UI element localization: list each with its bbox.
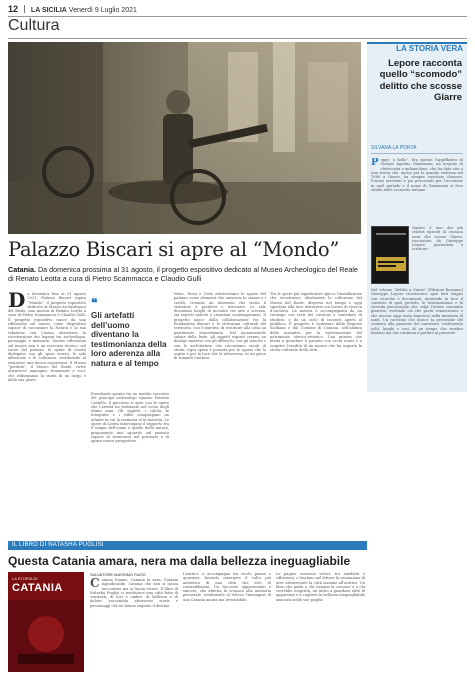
sidebar-author: SILVANA LA PORTA bbox=[371, 145, 417, 151]
section-rule bbox=[8, 38, 467, 39]
sidebar-kicker: LA STORIA VERA bbox=[396, 44, 463, 53]
article-column-1 bbox=[8, 292, 86, 538]
sidebar-rule bbox=[371, 153, 463, 154]
page-header bbox=[8, 4, 467, 16]
book-section-bar: IL LIBRO DI NATASHA PUGLISI bbox=[8, 541, 367, 550]
article-dropcap: D bbox=[8, 292, 26, 312]
book-column-2: L’autrice ci accompagna tra vicoli, piazze e quartieri, facendo emergere il volto più autentico di una città che vive di contraddizioni. Un racconto appassionato e sincero, che alterna la cronaca alla memoria personale, restituendo al lettore l’immagine di una Catania amara ma irresistibile. bbox=[183, 572, 271, 602]
sidebar-body-3: Nel volume "Delitto a Giarre" (Edizioni Bonanno) Giuseppe Lepore ricostruisce quei fatti tragici con ricerche e documenti, mettendo in luce il contesto di quel periodo, le testimonianze e la vicenda processuale che colpì l’intera comunità giarrese, svelando ciò che pochi conoscevano e che ancora oggi resta impresso nella memoria di tanti. Un racconto che unisce la precisione del cronista alla passione del narratore, restituendo volti, luoghi e voci di un tempo che sembra lontano ma che continua a parlare al presente. bbox=[371, 288, 463, 335]
sidebar-text-1: eppo ‘o bello”. Era questo l’appellativo di Giorgio Agatino Giammona, un negozio di elettricista e imbianchino, che ha dato vita a una storia che, anche per la grande violenza nel 1980 a Giarre, ha sempre suscitato clamore. Furono arrestati e poi processati per l’uccisione in quel periodo e il nome di Giammona si fece strada nelle cronache italiane. bbox=[371, 158, 463, 193]
book-column-3: Le pagine scorrono veloci, tra aneddoti e riflessioni, e lasciano nel lettore la sensazione di aver attraversato la città insieme all’autrice. Un libro che parla a chi Catania la conosce e a chi vorrebbe scoprirla, un invito a guardare oltre le apparenze e a cogliere la bellezza ineguagliabile nascosta nelle sue pieghe. bbox=[276, 572, 365, 602]
page-number: 12 bbox=[8, 4, 19, 14]
lead-text: Da domenica prossima al 31 agosto, il progetto espositivo dedicato al Museo Archeologico del Reale di Renato Leotta a cura di Pietro Scammacca e Claudio Gulli bbox=[8, 265, 358, 283]
article-column-3: Mare, Terra e Cielo attraversano lo spazio del palazzo come elementi che uniscono le stanze e i cortili, creando un itinerario che invita il visitatore a perdersi e ritrovarsi. Le sale diventano luoghi di incontro tra arte e scienza, tra reperti antichi e creazioni contemporanee. Il progetto nasce dalla collaborazione tra la Fondazione Biscari e le istituzioni culturali del territorio, con l’obiettivo di restituire alla città un patrimonio straordinario. Nel monumentale salone delle feste, gli oggetti esposti creano un dialogo inatteso con gli affreschi, con gli stucchi e con le architetture che raccontano secoli di storia. Ogni opera è pensata per lo spazio che la ospita e per la luce che la attraversa, in un gioco di rimandi continui. bbox=[174, 292, 266, 361]
sidebar-body-1 bbox=[371, 158, 463, 224]
article-lead bbox=[8, 266, 363, 283]
article-headline: Palazzo Biscari si apre al “Mondo” bbox=[8, 238, 339, 261]
section-title: Cultura bbox=[8, 17, 60, 34]
pull-quote bbox=[91, 292, 169, 392]
book-cover-kicker: LA STORIA DI bbox=[12, 576, 38, 581]
book-headline: Questa Catania amara, nera ma dalla bellezza ineguagliabile bbox=[8, 554, 351, 568]
sidebar-dropcap: P bbox=[371, 158, 379, 168]
article-photo bbox=[8, 42, 361, 234]
header-divider bbox=[24, 5, 25, 13]
book-cover-illustration bbox=[372, 227, 409, 284]
quote-icon: ❝ bbox=[91, 296, 98, 310]
article-col1-text: a domenica fino al 31 agosto 2021, Palazzo Biscari ospita “Mondo”, il progetto espositivo dedicato al Museo Archeologico del Reale, una mostra di Renato Leotta a cura di Pietro Scammacca e Claudio Gulli. Il progetto espositivo nasce da una riflessione sul museo come dispositivo capace di raccontare la Natura e la sua relazione con l’uomo attraverso la ricostruzione dei legami tra archeologia, paesaggio e memoria. Questo riflessione sul museo non è un esercizio teorico: nel cuore del palazzo, le opere di Leotta dialogano con gli spazi storici, le sale affrescate e le collezioni, restituendo al visitatore una nuova esperienza. Il Museo “perduto”, il Museo del Reale, rivive attraverso immagini, frammenti e voci, che ridisegnano la storia di un luogo e della sua gente. bbox=[8, 292, 86, 382]
article-column-4: Tra le opere più significative spicca l’installazione che ricostruisce idealmente la collezione del Museo del Reale, dispersa nel tempo e oggi riportata alla luce attraverso un lavoro di ricerca d’archivio. La mostra è accompagnata da un catalogo con testi dei curatori e contributi di studiosi, e da un ciclo di incontri aperti al pubblico. Il progetto è sostenuto dalla Regione Siciliana e dal Comune di Catania, nell’ambito delle iniziative per la valorizzazione del patrimonio storico-artistico. Una mostra che invita a guardare il passato con occhi nuovi e a scoprire l’eredità di un museo che ha segnato la storia culturale della città. bbox=[270, 292, 362, 352]
sidebar-title: Lepore racconta quello “scomodo” delitto che scosse Giarre bbox=[379, 58, 462, 104]
book-article-author: SALVATORE MASSIMO FAZIO bbox=[90, 572, 146, 577]
header-rule bbox=[8, 16, 467, 17]
newspaper-name: LA SICILIA bbox=[30, 7, 67, 14]
book-cover-catania bbox=[8, 572, 84, 672]
book-dropcap: C bbox=[90, 578, 100, 590]
article-column-2: Prendendo spunto da un inedito racconto del principe archeologo Ignazio Paternò Castello, il percorso si apre con le opere che l’artista ha realizzato nel corso degli ultimi anni. Gli oggetti, i calchi, le fotografie e i video compongono un atlante in cui la memoria si fa materia. Le opere di Leotta interrogano il rapporto tra il tempo dell’uomo e quello della natura, proponendo uno sguardo sul passato capace di rinnovarsi nel presente e di aprire nuove prospettive. bbox=[91, 392, 169, 444]
book-column-1 bbox=[90, 578, 178, 672]
book-col1-text: atania femme, Catania la nera, Catania ingiudicabile. Catania che non si lascia raccontare ma si lascia vivere. Il libro di Natasha Puglisi ci restituisce una città fatta di contrasti, di luci e ombre, di bellezza e di dolore, raccontata attraverso storie e personaggi che ne hanno segnato il destino. bbox=[90, 578, 178, 608]
book-cover-art bbox=[8, 572, 84, 672]
pull-quote-text: Gli artefatti dell’uomo diventano la testimonianza della loro aderenza alla natura e al tempo bbox=[91, 311, 167, 368]
sidebar-body-2: Questo è uno dei più celebri episodi di cronaca nera che scosse Giarre, raccontato da Giuseppe Lepore, giornalista e scrittore. bbox=[412, 226, 463, 252]
book-cover-title: CATANIA bbox=[12, 582, 63, 594]
photo-illustration bbox=[8, 42, 361, 234]
book-cover-delitto bbox=[371, 226, 409, 284]
issue-date: Venerdì 9 Luglio 2021 bbox=[68, 7, 137, 14]
lead-place: Catania. bbox=[8, 265, 36, 274]
